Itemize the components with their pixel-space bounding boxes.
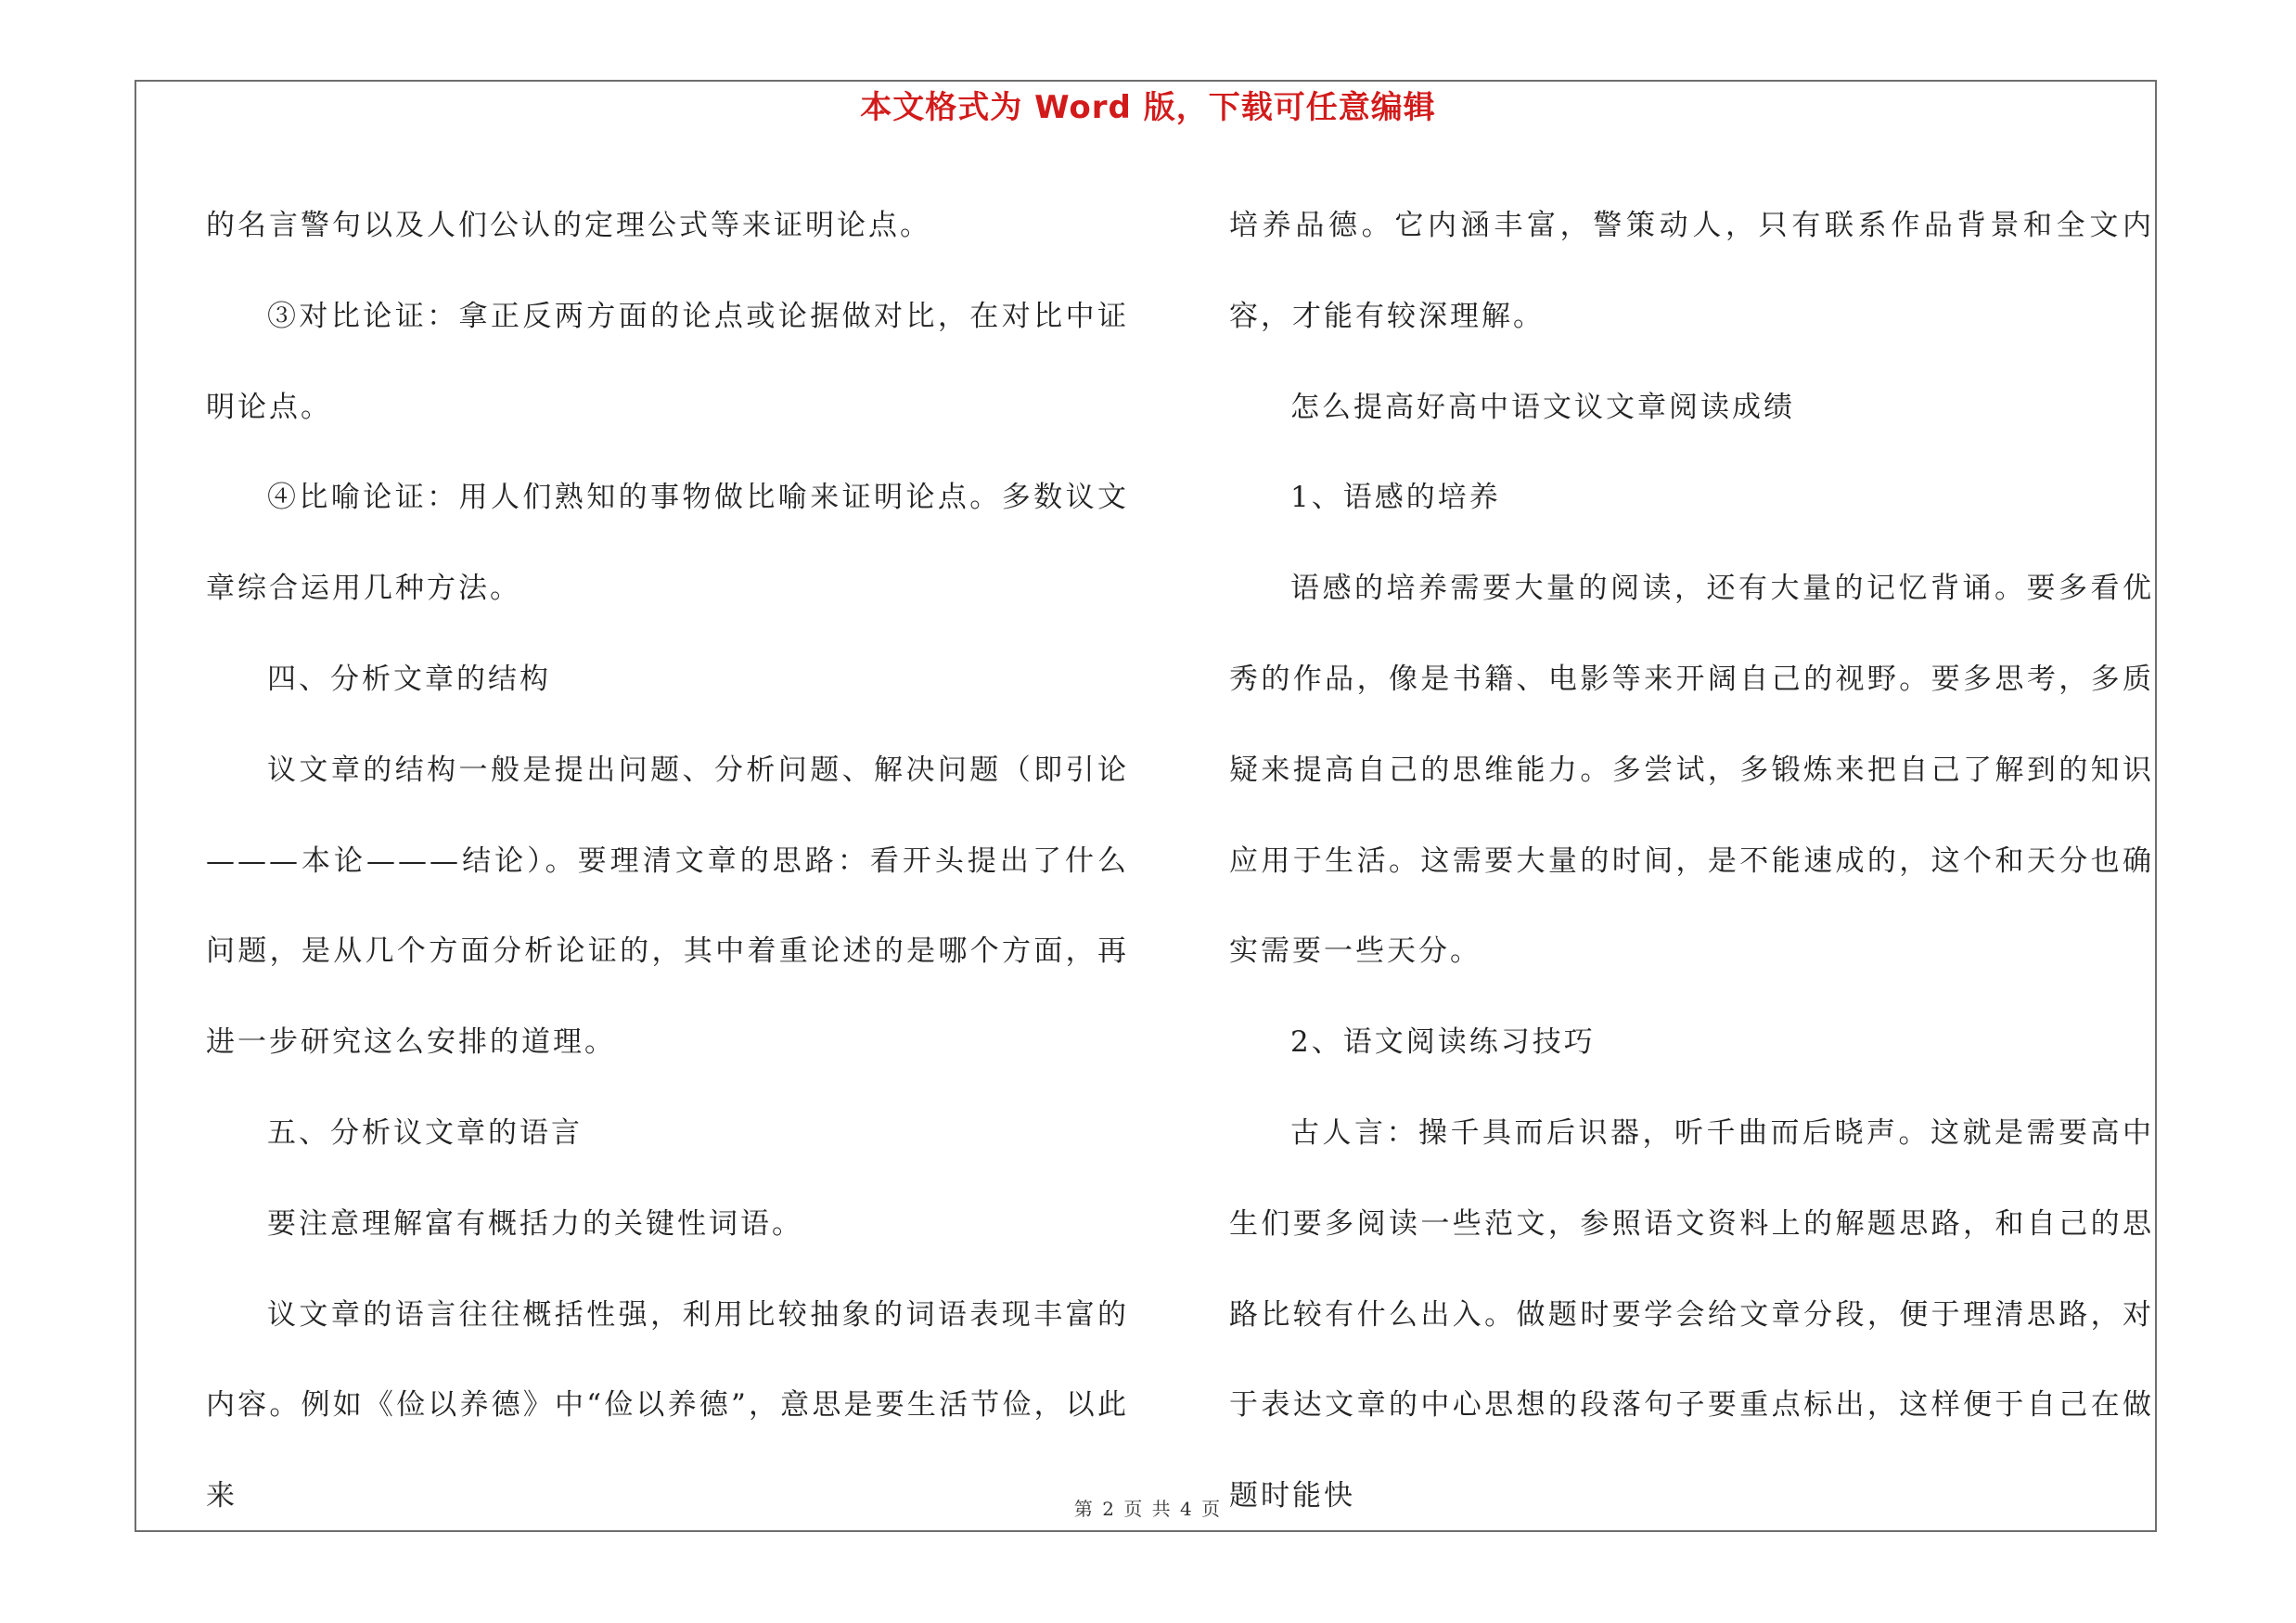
left-column (206, 181, 1129, 1542)
paragraph: 的名言警句以及人们公认的定理公式等来证明论点。 (206, 209, 931, 242)
paragraph: 议文章的结构一般是提出问题、分析问题、解决问题（即引论———本论———结论）。要理清文章的思路：看开头提出了什么问题，是从几个方面分析论证的，其中着重论述的是哪个方面，再进一步研究这么安排的道理。 (206, 753, 1129, 1060)
right-column (1229, 181, 2154, 1542)
paragraph: 议文章的语言往往概括性强，利用比较抽象的词语表现丰富的内容。例如《俭以养德》中“俭以养德”，意思是要生活节俭，以此来 (206, 1297, 1129, 1514)
subsection-heading: 1、语感的培养 (1290, 481, 1501, 515)
subsection-heading: 2、语文阅读练习技巧 (1290, 1025, 1596, 1060)
paragraph: 语感的培养需要大量的阅读，还有大量的记忆背诵。要多看优秀的作品，像是书籍、电影等来开阔自己的视野。要多思考，多质疑来提高自己的思维能力。多尝试，多锻炼来把自己了解到的知识应用于生活。这需要大量的时间，是不能速成的，这个和天分也确实需要一些天分。 (1229, 572, 2154, 969)
section-heading: 四、分析文章的结构 (267, 662, 551, 696)
header-banner: 本文格式为 Word 版，下载可任意编辑 (860, 89, 1436, 126)
section-heading: 怎么提高好高中语文议文章阅读成绩 (1290, 390, 1795, 424)
paragraph: 要注意理解富有概括力的关键性词语。 (267, 1206, 803, 1241)
page-number: 第 2 页 共 4 页 (1073, 1498, 1223, 1520)
paragraph: 古人言：操千具而后识器，听千曲而后晓声。这就是需要高中生们要多阅读一些范文，参照语文资料上的解题思路，和自己的思路比较有什么出入。做题时要学会给文章分段，便于理清思路，对于表达文章的中心思想的段落句子要重点标出，这样便于自己在做题时能快 (1229, 1115, 2154, 1514)
section-heading: 五、分析议文章的语言 (267, 1115, 583, 1150)
paragraph: 培养品德。它内涵丰富，警策动人，只有联系作品背景和全文内容，才能有较深理解。 (1229, 209, 2154, 333)
paragraph: ③对比论证：拿正反两方面的论点或论据做对比，在对比中证明论点。 (206, 299, 1129, 424)
paragraph: ④比喻论证：用人们熟知的事物做比喻来证明论点。多数议文章综合运用几种方法。 (206, 481, 1129, 606)
